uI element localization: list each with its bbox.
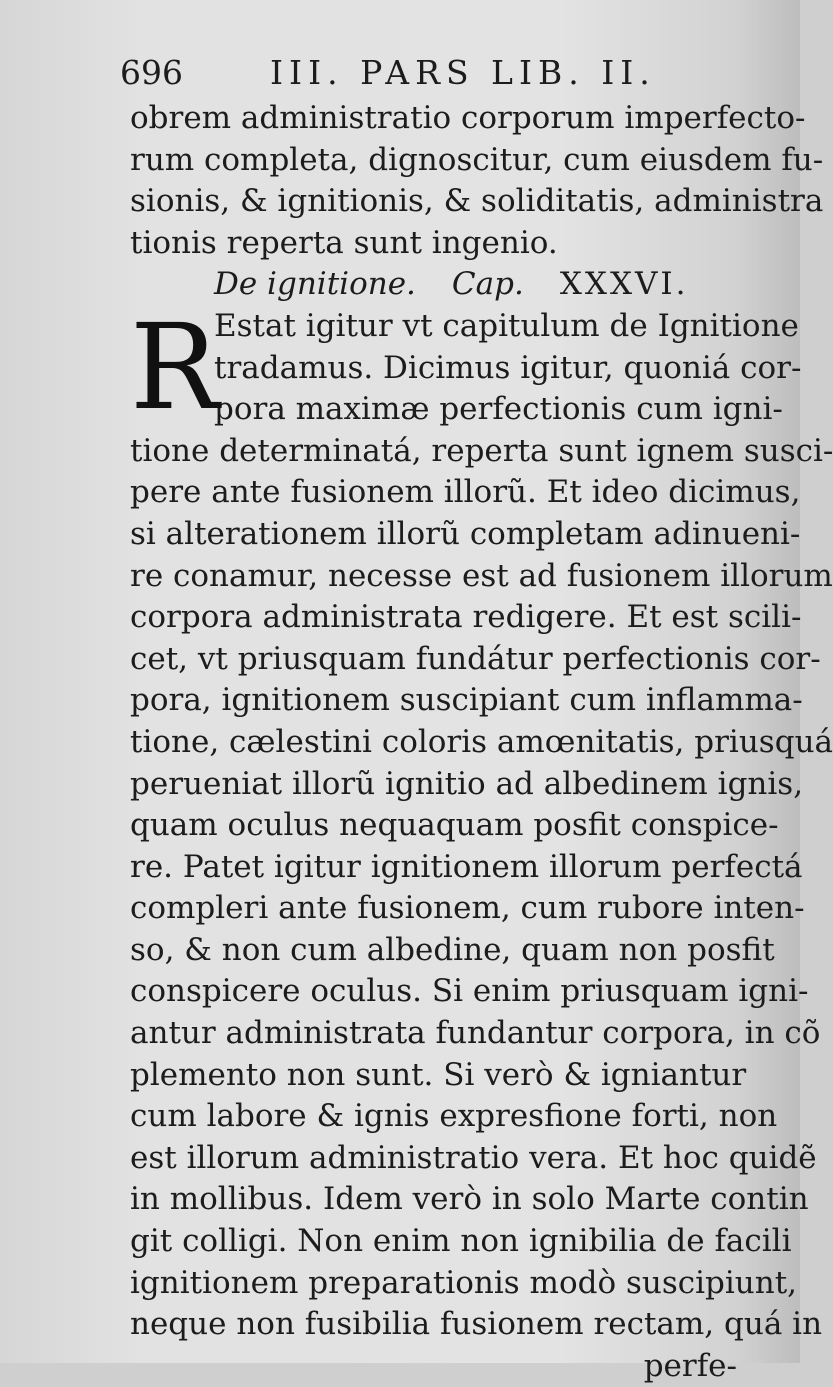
text-line: Estat igitur vt capitulum de Ignitione xyxy=(214,307,799,344)
text-line: in mollibus. Idem verò in solo Marte contin xyxy=(130,1181,809,1218)
catchword: perfe- xyxy=(643,1347,737,1384)
text-line: tradamus. Dicimus igitur, quoniá cor- xyxy=(214,349,802,386)
page-number: 696 xyxy=(120,53,183,92)
text-line: so, & non cum albedine, quam non posfit xyxy=(130,931,775,968)
text-line: antur administrata fundantur corpora, in cõ xyxy=(130,1015,821,1052)
text-line: cet, vt priusquam fundátur perfectionis cor- xyxy=(130,640,821,677)
dropcap-paragraph xyxy=(130,297,802,436)
chapter-label: Cap. xyxy=(451,266,524,303)
text-line: pora maximæ perfectionis cum igni- xyxy=(214,391,783,428)
text-line: rum completa, dignoscitur, cum eiusdem fu- xyxy=(130,141,824,178)
chapter-title: De ignitione. xyxy=(214,266,416,303)
text-line: neque non fusibilia fusionem rectam, quá in xyxy=(130,1306,823,1343)
text-line: quam oculus nequaquam posfit conspice- xyxy=(130,807,779,844)
text-line: tione determinatá, reperta sunt ignem susci- xyxy=(130,432,833,469)
chapter-heading xyxy=(130,264,755,306)
text-line: tione, cælestini coloris amœnitatis, priusquá xyxy=(130,723,833,760)
text-line: re. Patet igitur ignitionem illorum perfectá xyxy=(130,848,803,885)
chapter-number: XXXVI. xyxy=(559,266,689,303)
text-line: compleri ante fusionem, cum rubore inten- xyxy=(130,890,805,927)
text-line: pere ante fusionem illorũ. Et ideo dicimus, xyxy=(130,474,801,511)
text-line: obrem administratio corporum imperfecto- xyxy=(130,100,806,136)
text-line: tionis reperta sunt ingenio. xyxy=(130,224,558,261)
text-line: perueniat illorũ ignitio ad albedinem ignis, xyxy=(130,765,804,802)
page-header xyxy=(120,48,680,98)
text-line: conspicere oculus. Si enim priusquam igni- xyxy=(130,973,809,1010)
text-line: corpora administrata redigere. Et est scili- xyxy=(130,599,802,636)
text-line: git colligi. Non enim non ignibilia de facili xyxy=(130,1223,792,1260)
drop-capital: R xyxy=(130,297,219,436)
text-line: sionis, & ignitionis, & soliditatis, administra xyxy=(130,183,824,220)
running-title: III. PARS LIB. II. xyxy=(270,53,656,92)
text-line: si alterationem illorũ completam adinueni- xyxy=(130,515,801,552)
text-line: cum labore & ignis expresfione forti, non xyxy=(130,1098,778,1135)
text-line: re conamur, necesse est ad fusionem illorum xyxy=(130,557,833,594)
text-line: ignitionem preparationis modò suscipiunt, xyxy=(130,1264,798,1301)
text-line: plemento non sunt. Si verò & igniantur xyxy=(130,1056,747,1093)
text-line: est illorum administratio vera. Et hoc quidẽ xyxy=(130,1139,817,1176)
text-line: pora, ignitionem suscipiant cum inflamma- xyxy=(130,682,803,719)
body-text xyxy=(130,98,833,1387)
